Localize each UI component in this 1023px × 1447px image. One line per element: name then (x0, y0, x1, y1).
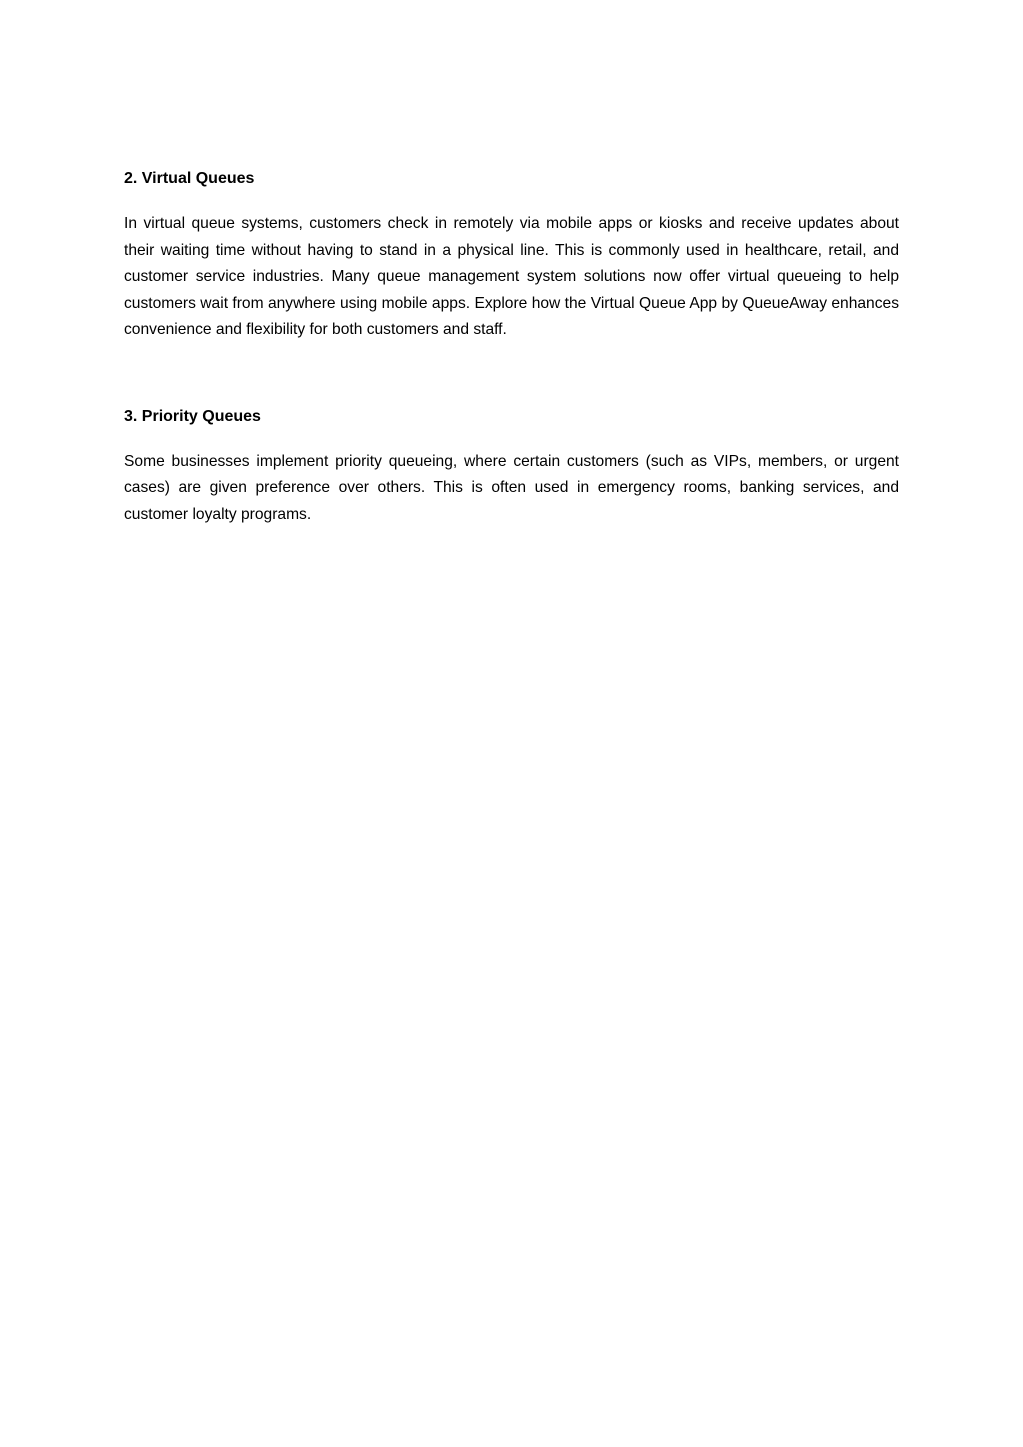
section-heading-virtual-queues: 2. Virtual Queues (124, 170, 255, 187)
section-heading-priority-queues: 3. Priority Queues (124, 407, 261, 425)
section-body-priority-queues: Some businesses implement priority queueing, where certain customers (such as VIPs, members, or urgent cases) are given preference over others. This is often used in emergency rooms, banking services, and customer loyalty programs. (124, 452, 899, 523)
section-body-virtual-queues: In virtual queue systems, customers check in remotely via mobile apps or kiosks and receive updates about their waiting time without having to stand in a physical line. This is commonly used in healthcare, retail, and customer service industries. Many queue management system solutions now offer virtual queueing to help customers wait from anywhere using mobile apps. Explore how the Virtual Queue App by QueueAway enhances convenience and flexibility for both customers and staff. (124, 215, 899, 338)
document-content (124, 168, 899, 528)
